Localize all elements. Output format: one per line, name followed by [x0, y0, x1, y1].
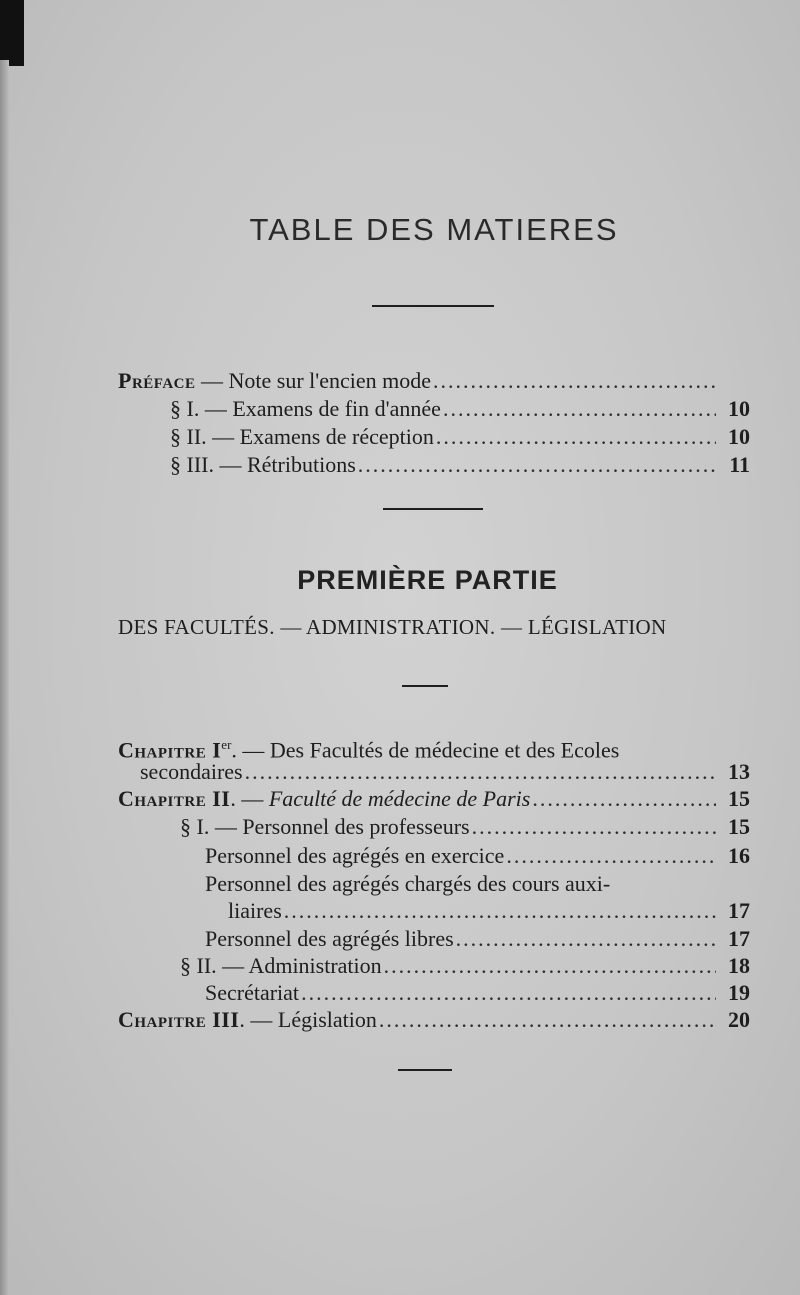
page-number: 16: [728, 843, 750, 868]
chapter-1-heading: Chapitre Ier. — Des Facultés de médecine et des Ecoles: [118, 737, 620, 763]
subsection-entry: Personnel des agrégés en exercice ..... 16: [205, 841, 750, 871]
leader-dots: [433, 366, 716, 396]
leader-dots: [532, 784, 716, 814]
section-2-entry: § II. — Administration ..... 18: [180, 951, 750, 981]
page-number: 10: [728, 396, 750, 421]
leader-dots: [506, 841, 716, 871]
leader-dots: [245, 757, 716, 787]
page-number: 17: [728, 926, 750, 951]
preface-subentry: § II. — Examens de réception ..... 10: [170, 422, 750, 452]
page-number: 15: [728, 814, 750, 839]
page-number: 20: [728, 1007, 750, 1032]
chapter-1-continuation: secondaires ..... 13: [140, 757, 750, 787]
page-number: 18: [728, 953, 750, 978]
leader-dots: [301, 978, 716, 1008]
part-rule: [402, 685, 448, 687]
page-number: 19: [728, 980, 750, 1005]
leader-dots: [443, 394, 716, 424]
subsection-entry: Personnel des agrégés libres ..... 17: [205, 924, 750, 954]
leader-dots: [379, 1005, 716, 1035]
preface-rule: [383, 508, 483, 510]
preface-heading: Préface: [118, 368, 196, 393]
leader-dots: [472, 812, 716, 842]
part-subtitle: DES FACULTÉS. — ADMINISTRATION. — LÉGISLATION: [118, 615, 667, 639]
preface-entry-text: Note sur l'encien mode: [228, 368, 432, 393]
chapter-3-entry: Chapitre III. — Législation ..... 20: [118, 1005, 750, 1035]
dark-corner: [0, 0, 24, 66]
title-rule: [372, 305, 494, 307]
leader-dots: [384, 951, 716, 981]
leader-dots: [456, 924, 716, 954]
page-number: 11: [729, 452, 750, 477]
leader-dots: [436, 422, 716, 452]
part-title: PREMIÈRE PARTIE: [297, 565, 558, 595]
page-title: TABLE DES MATIERES: [249, 212, 619, 247]
section-1-entry: § I. — Personnel des professeurs ..... 15: [180, 812, 750, 842]
page-number: 17: [728, 898, 750, 923]
preface-subentry: § I. — Examens de fin d'année ..... 10: [170, 394, 750, 424]
closing-rule: [398, 1069, 452, 1071]
chapter-2-entry: Chapitre II. — Faculté de médecine de Paris ..... 15: [118, 784, 750, 814]
preface-entry: Préface — Note sur l'encien mode .....: [118, 366, 750, 396]
leader-dots: [284, 896, 716, 926]
subsection-entry: Secrétariat ..... 19: [205, 978, 750, 1008]
leader-dots: [358, 450, 716, 480]
page-number: 10: [728, 424, 750, 449]
page-number: 13: [728, 759, 750, 784]
subsection-entry-continuation: liaires ..... 17: [228, 896, 750, 926]
preface-subentry: § III. — Rétributions ..... 11: [170, 450, 750, 480]
page-number: 15: [728, 786, 750, 811]
subsection-entry-heading: Personnel des agrégés chargés des cours auxi-: [205, 871, 611, 896]
